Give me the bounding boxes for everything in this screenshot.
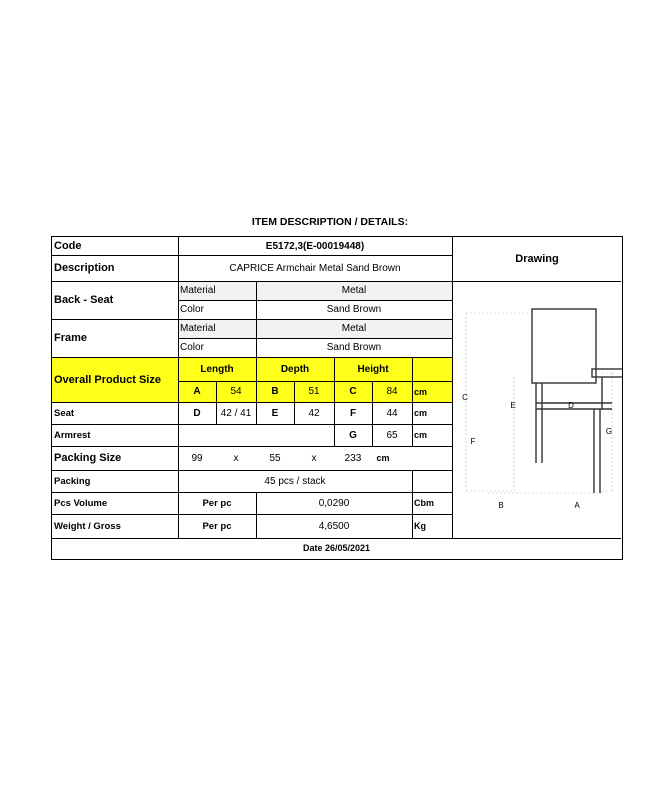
packing-label: Packing	[54, 475, 91, 487]
armrest-unit: cm	[414, 430, 428, 440]
packing-size-v1: 99	[191, 452, 203, 464]
dim-f-value: 44	[386, 407, 398, 419]
seat-unit: cm	[414, 408, 428, 418]
grid-line	[52, 514, 452, 515]
overall-size-label: Overall Product Size	[52, 357, 178, 402]
dim-g-value: 65	[386, 429, 398, 441]
frame-color-label: Color	[180, 342, 204, 353]
drawing-letter-g: G	[605, 426, 613, 436]
date-footer: Date 26/05/2021	[302, 543, 371, 553]
grid-line	[52, 446, 452, 447]
armrest-label: Armrest	[54, 429, 91, 441]
code-value: E5172,3(E-00019448)	[265, 240, 365, 252]
grid-line	[52, 538, 621, 539]
grid-line	[178, 300, 452, 301]
grid-line	[52, 492, 452, 493]
dim-c-value: 84	[372, 381, 412, 402]
back-seat-label: Back - Seat	[54, 294, 114, 306]
drawing-letter-c: C	[462, 392, 468, 402]
frame-color: Sand Brown	[326, 342, 382, 353]
packing-size-v3: 233	[344, 452, 362, 464]
packing-size-label: Packing Size	[54, 452, 122, 464]
dim-d-value: 42 / 41	[220, 407, 252, 419]
grid-line	[52, 357, 452, 358]
weight-unit: Kg	[414, 521, 426, 531]
drawing-letter-e: E	[510, 400, 516, 410]
frame-material: Metal	[256, 319, 452, 338]
grid-line	[256, 357, 257, 424]
height-header: Height	[334, 357, 412, 381]
overall-header-blank	[412, 357, 452, 381]
description-label: Description	[54, 262, 115, 274]
dim-a-value: 54	[216, 381, 256, 402]
weight-label: Weight / Gross	[54, 520, 121, 532]
volume-value: 0,0290	[318, 497, 350, 509]
weight-value: 4,6500	[318, 520, 350, 532]
packing-size-unit: cm	[376, 453, 390, 463]
sheet-title: ITEM DESCRIPTION / DETAILS:	[251, 216, 409, 228]
volume-per: Per pc	[202, 497, 232, 509]
back-seat-color-label: Color	[180, 304, 204, 315]
grid-line	[52, 255, 452, 256]
volume-label: Pcs Volume	[54, 497, 108, 509]
dim-a-key: A	[178, 381, 216, 402]
volume-unit: Cbm	[414, 498, 434, 508]
dim-f-key: F	[349, 407, 357, 419]
grid-line	[256, 492, 257, 538]
back-seat-material: Metal	[256, 281, 452, 300]
grid-line	[52, 424, 452, 425]
drawing-letter-f: F	[470, 436, 476, 446]
grid-line	[52, 319, 452, 320]
packing-value: 45 pcs / stack	[264, 475, 326, 487]
dim-b-key: B	[256, 381, 294, 402]
dim-c-key: C	[334, 381, 372, 402]
grid-line	[52, 402, 452, 403]
drawing-letter-a: A	[574, 500, 580, 510]
grid-line	[178, 338, 452, 339]
code-label: Code	[54, 240, 82, 252]
depth-header: Depth	[256, 357, 334, 381]
description-value: CAPRICE Armchair Metal Sand Brown	[229, 262, 401, 274]
back-seat-material-label: Material	[178, 281, 256, 300]
packing-size-v2: 55	[269, 452, 281, 464]
seat-label: Seat	[54, 407, 75, 419]
overall-unit: cm	[412, 381, 452, 402]
details-sheet	[51, 236, 623, 560]
back-seat-color: Sand Brown	[326, 304, 382, 315]
grid-line	[412, 470, 413, 538]
chair-drawing-svg	[452, 281, 622, 511]
frame-material-label: Material	[178, 319, 256, 338]
armrest-blank	[178, 424, 334, 446]
packing-size-x2: x	[311, 452, 317, 464]
chair-drawing	[452, 281, 622, 511]
dim-d-key: D	[193, 407, 201, 419]
weight-per: Per pc	[202, 520, 232, 532]
grid-line	[178, 381, 452, 382]
drawing-letter-d: D	[568, 400, 574, 410]
grid-line	[372, 381, 373, 446]
drawing-label: Drawing	[515, 253, 559, 265]
frame-label: Frame	[54, 332, 88, 344]
packing-size-x1: x	[233, 452, 239, 464]
drawing-letter-b: B	[498, 500, 504, 510]
length-header: Length	[178, 357, 256, 381]
dim-b-value: 51	[294, 381, 334, 402]
dim-g-key: G	[349, 429, 357, 441]
dim-e-value: 42	[308, 407, 320, 419]
grid-line	[52, 470, 452, 471]
dim-e-key: E	[271, 407, 279, 419]
